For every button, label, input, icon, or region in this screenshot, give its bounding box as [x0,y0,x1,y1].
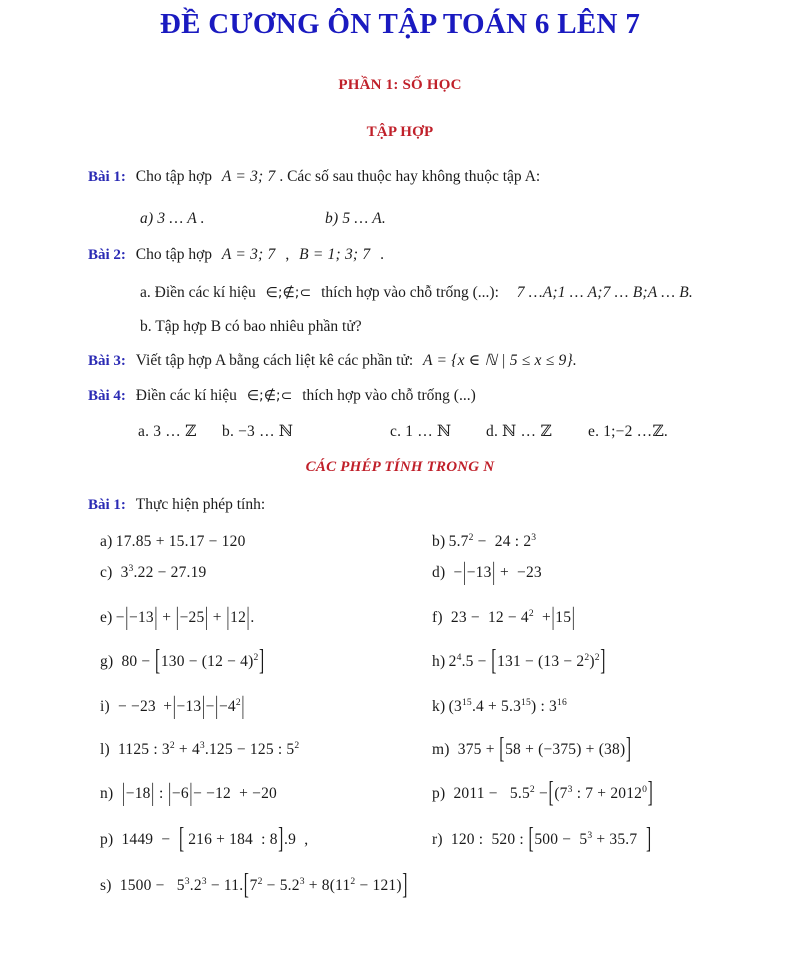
expr-g: g) $80 - [130 - (12 - 4)^2]$ [100,644,265,678]
document-page [0,8,800,968]
section-heading-tap-hop: TẬP HỢP [366,124,434,141]
exercise-bai3-line [88,353,577,369]
bai4-item-a-text: a. 3 … ℤ [138,423,197,440]
expr-a: a) 17.85 + 15.17 − 120 [100,533,246,550]
bai2-label: Bài 2: [88,247,126,263]
expr-l: l) 1125 : $3^2 + 4^3.125 - 125$ : $5^2$ [100,739,300,758]
exercise-bai4-line [88,388,476,404]
expr-c: c) $3^3.22 - 27.19$ [100,562,207,581]
expr-p-right: p) $2011 - 5.5^2 -[(7^3$ : $7 + 2012^0$] [432,776,653,810]
expr-e: e) −|−13| + |−25| + |12|. [100,603,255,632]
section2-heading-text: CÁC PHÉP TÍNH TRONG N [305,459,495,475]
bai1-text-before: Cho tập hợp [135,168,213,185]
expr-f: f) $23 - 12 - 4^2 +|15|$ [432,603,576,632]
bai2-period: . [380,246,385,263]
bai2-item-a [140,285,693,301]
bai2-item-a-pre: a. Điền các kí hiệu [140,284,256,301]
expr-k: k) $(3^{15}.4 + 5.3^{15})$ : $3^{16}$ [432,696,567,715]
bai2-text-before: Cho tập hợp [135,246,213,263]
bai4-item-b [222,424,293,440]
expr-m: m) 375 + [58 + (−375) + (38)] [432,732,632,766]
bai1-label: Bài 1: [88,169,126,185]
bai4-label: Bài 4: [88,388,126,404]
s2-bai1-label: Bài 1: [88,497,126,513]
bai1-item-a [140,211,205,227]
bai1-item-b-text: b) 5 … A. [325,210,386,227]
bai4-item-b-text: b. −3 … ℕ [222,423,294,440]
s2-bai1-text: Thực hiện phép tính: [135,496,266,513]
bai4-item-c-text: c. 1 … ℕ [390,423,452,440]
expr-h: h) $2^4.5 - [131 - (13 - 2^2)^2]$ [432,644,606,678]
bai2-setA: A = 3; 7 [221,246,276,263]
bai2-setB: B = 1; 3; 7 [299,246,371,263]
bai2-item-b-text: b. Tập hợp B có bao nhiêu phần tử? [140,318,362,335]
section-heading-cac-phep-tinh [0,458,800,476]
bai1-item-b [325,211,386,227]
page-title: ĐỀ CƯƠNG ÔN TẬP TOÁN 6 LÊN 7 [159,8,641,40]
expr-s: s) $1500 - 5^3.2^3 - 11.[7^2 - 5.2^3 + 8(11^2 - 121)]$ [100,868,408,902]
bai2-item-a-mid: thích hợp vào chỗ trống (...): [321,284,499,301]
bai4-item-d [486,424,552,440]
exercise-bai1-line [88,169,540,185]
set-membership-symbols: ∈;∉;⊂ [265,285,312,301]
exercise-bai2-line [88,247,384,263]
bai4-item-e [588,424,668,440]
expr-p-left: p) 1449 − [ 216 + 184 : 8].9 , [100,822,309,856]
expr-d: d) −|−13| + −23 [432,558,542,587]
bai1-item-a-text: a) 3 … A . [140,210,205,227]
set-membership-symbols: ∈;∉;⊂ [246,388,293,404]
bai3-label: Bài 3: [88,353,126,369]
bai2-item-b [140,319,362,335]
expr-b: b) $5.7^2 - 24$ : $2^3$ [432,531,537,550]
bai2-item-a-blanks: 7 …A;1 … A;7 … B;A … B. [516,284,693,301]
bai4-item-e-text: e. 1;−2 …ℤ. [588,423,668,440]
part-heading: PHẦN 1: SỐ HỌC [338,77,462,94]
bai4-item-a [138,424,197,440]
bai3-text: Viết tập hợp A bằng cách liệt kê các phần tử: [135,352,414,369]
bai4-item-d-text: d. ℕ … ℤ [486,423,552,440]
expr-i: $i) - -23 +|-13|-|-4^2|$ [100,692,245,721]
bai4-text-post: thích hợp vào chỗ trống (...) [302,387,476,404]
bai4-item-c [390,424,451,440]
expr-r: r) 120 : 520 : [$500 - 5^3 + 35.7$ ] [432,822,652,856]
bai4-text-pre: Điền các kí hiệu [135,387,237,404]
bai1-set: A = 3; 7 [221,168,276,185]
bai3-math: A = {x ∈ ℕ | 5 ≤ x ≤ 9}. [423,352,577,369]
expr-n: n) |−18| : |−6|− −12 + −20 [100,779,278,808]
bai1-text-after: . Các số sau thuộc hay không thuộc tập A: [279,168,541,185]
bai2-comma: , [285,246,290,263]
exercise-s2-bai1-line [88,497,265,513]
